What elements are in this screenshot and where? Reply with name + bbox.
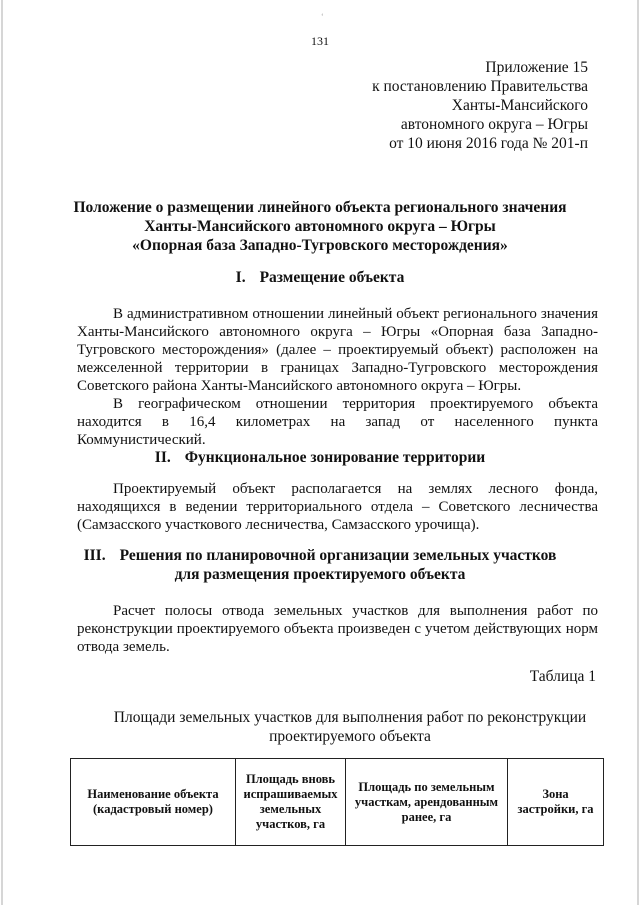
section-2-heading — [40, 448, 600, 467]
section-title: Функциональное зонирование территории — [184, 449, 486, 466]
section-2-body — [77, 480, 598, 534]
table-header-cell: Зона застройки, га — [508, 759, 604, 846]
paragraph: В административном отношении линейный объект регионального значения Ханты-Мансийского автономного округа – Югры «Опорная база Западно-Тугровского месторождения» (далее – проектируемый объект) расположен на межселенной территории в границах Западно-Тугровского месторождения Советского района Ханты-Мансийского автономного округа – Югры. — [77, 306, 598, 394]
section-1-heading — [40, 268, 600, 287]
section-title: для размещения проектируемого объекта — [174, 566, 466, 583]
section-number: III. — [83, 547, 106, 564]
appendix-block — [372, 58, 588, 153]
caption-line: проектируемого объекта — [269, 728, 431, 745]
table-header-cell: Наименование объекта (кадастровый номер) — [71, 759, 236, 846]
appendix-line: автономного округа – Югры — [400, 116, 588, 133]
table-header-cell: Площадь вновь испрашиваемых земельных участков, га — [236, 759, 346, 846]
section-number: II. — [154, 449, 171, 466]
appendix-line: Приложение 15 — [485, 59, 588, 76]
caption-line: Площади земельных участков для выполнения работ по реконструкции — [113, 709, 587, 726]
appendix-line: от 10 июня 2016 года № 201-п — [389, 135, 588, 152]
section-number: I. — [235, 269, 246, 286]
paragraph: В географическом отношении территория проектируемого объекта находится в 16,4 километрах на запад от населенного пункта Коммунистический. — [77, 396, 598, 448]
title-line: Положение о размещении линейного объекта регионального значения — [73, 199, 567, 216]
appendix-line: к постановлению Правительства — [372, 78, 588, 95]
land-area-table — [70, 758, 604, 846]
scan-edge-left — [1, 0, 3, 905]
document-title — [40, 198, 600, 255]
title-line: «Опорная база Западно-Тугровского месторождения» — [132, 237, 508, 254]
section-3-heading — [40, 546, 600, 584]
paragraph: Расчет полосы отвода земельных участков для выполнения работ по реконструкции проектируемого объекта произведен с учетом действующих норм отвода земель. — [77, 603, 598, 655]
paragraph: Проектируемый объект располагается на землях лесного фонда, находящихся в ведении территориального отдела – Советского лесничества (Самзасского участкового лесничества, Самзасского урочища). — [77, 481, 598, 533]
table-label: Таблица 1 — [529, 668, 596, 685]
section-3-body — [77, 602, 598, 656]
section-1-body — [77, 305, 598, 449]
scan-edge-right — [637, 0, 639, 905]
table-header-row — [71, 759, 604, 846]
title-line: Ханты-Мансийского автономного округа – Югры — [144, 218, 496, 235]
scan-mark: ‘ — [321, 12, 324, 21]
appendix-line: Ханты-Мансийского — [451, 97, 588, 114]
table-header-cell: Площадь по земельным участкам, арендованным ранее, га — [346, 759, 508, 846]
table-caption — [100, 708, 600, 746]
section-title: Размещение объекта — [259, 269, 405, 286]
section-title: Решения по планировочной организации земельных участков — [119, 547, 557, 564]
page-number: 131 — [311, 34, 329, 48]
